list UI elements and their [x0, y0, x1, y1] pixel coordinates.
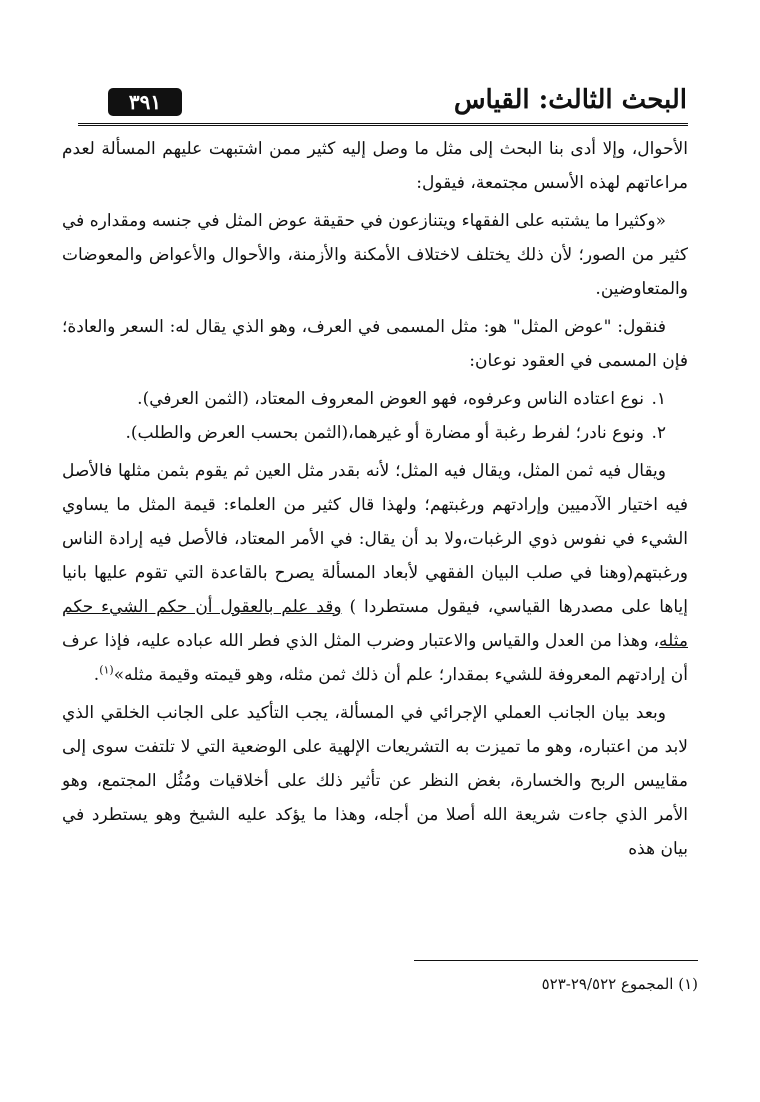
list-number: ١. [651, 389, 666, 409]
underlined-rule: وقد علم بالعقول أن حكم الشيء حكم مثله [62, 597, 688, 651]
paragraph-analogy [62, 454, 688, 692]
paragraph-1: الأحوال، وإلا أدى بنا البحث إلى مثل ما وصل إليه كثير ممن اشتبهت عليهم المسألة لعدم مراعاتهم لهذه الأسس مجتمعة، فيقول: [62, 139, 688, 193]
footnote: (١) المجموع ٢٩/٥٢٢-٥٢٣ [541, 975, 698, 993]
footnote-reference: (١) [99, 663, 114, 677]
paragraph-text: ويقال فيه ثمن المثل، ويقال فيه المثل؛ لأنه بقدر مثل العين ثم يقوم بثمن مثلها فالأصل فيه اختيار الآدميين وإرادتهم ورغبتهم؛ ولهذا قال كثير من العلماء: قيمة المثل ما يساوي الشيء في نفوس ذوي الرغبات،ولا بد أن يقال: في الأمر المعتاد، فالأصل فيه إرادة الناس ورغبتهم(وهنا في صلب البيان الفقهي لأبعاد المسألة يصرح بالقاعدة التي تقوم عليها بانيا إياها على مصدرها القياسي، فيقول مستطردا ) [62, 461, 689, 617]
running-header [80, 82, 687, 122]
list-item-text: نوع اعتاده الناس وعرفوه، فهو العوض المعروف المعتاد، (الثمن العرفي). [137, 389, 644, 409]
list-item-1 [62, 382, 688, 416]
list-number: ٢. [651, 423, 666, 443]
footnote-divider [414, 960, 698, 961]
paragraph-definition: فنقول: "عوض المثل" هو: مثل المسمى في العرف، وهو الذي يقال له: السعر والعادة؛ فإن المسمى في العقود نوعان: [62, 317, 688, 371]
quote-paragraph: «وكثيرا ما يشتبه على الفقهاء ويتنازعون في حقيقة عوض المثل في جنسه ومقداره في كثير من الصور؛ لأن ذلك يختلف لاختلاف الأمكنة والأزمنة، والأحوال والأعواض والمعوضات والمتعاوضين. [62, 211, 688, 299]
paragraph-text: ، وهذا من العدل والقياس والاعتبار وضرب المثل الذي فطر الله عباده عليه، فإذا عرف أن إرادتهم المعروفة للشيء بمقدار؛ علم أن ذلك ثمن مثله، وهو قيمته وقيمة مثله» [62, 631, 688, 685]
list-item-text: ونوع نادر؛ لفرط رغبة أو مضارة أو غيرهما،(الثمن بحسب العرض والطلب). [125, 423, 644, 443]
main-text [62, 132, 688, 866]
header-title: البحث الثالث: القياس [453, 85, 687, 115]
page-number-badge: ٣٩١ [108, 88, 182, 116]
header-divider [78, 123, 688, 126]
paragraph-ethics: وبعد بيان الجانب العملي الإجرائي في المسألة، يجب التأكيد على الجانب الخلقي الذي لابد من اعتباره، وهو ما تميزت به التشريعات الإلهية على الوضعية التي لا تلتفت سوى إلى مقاييس الربح والخسارة، بغض النظر عن تأثير ذلك على أخلاقيات ومُثُل المجتمع، وهو الأمر الذي جاءت شريعة الله أصلا من أجله، وهذا ما يؤكد عليه الشيخ وهو يستطرد في بيان هذه [62, 703, 688, 859]
paragraph-end: . [93, 665, 100, 685]
list-item-2 [62, 416, 688, 450]
